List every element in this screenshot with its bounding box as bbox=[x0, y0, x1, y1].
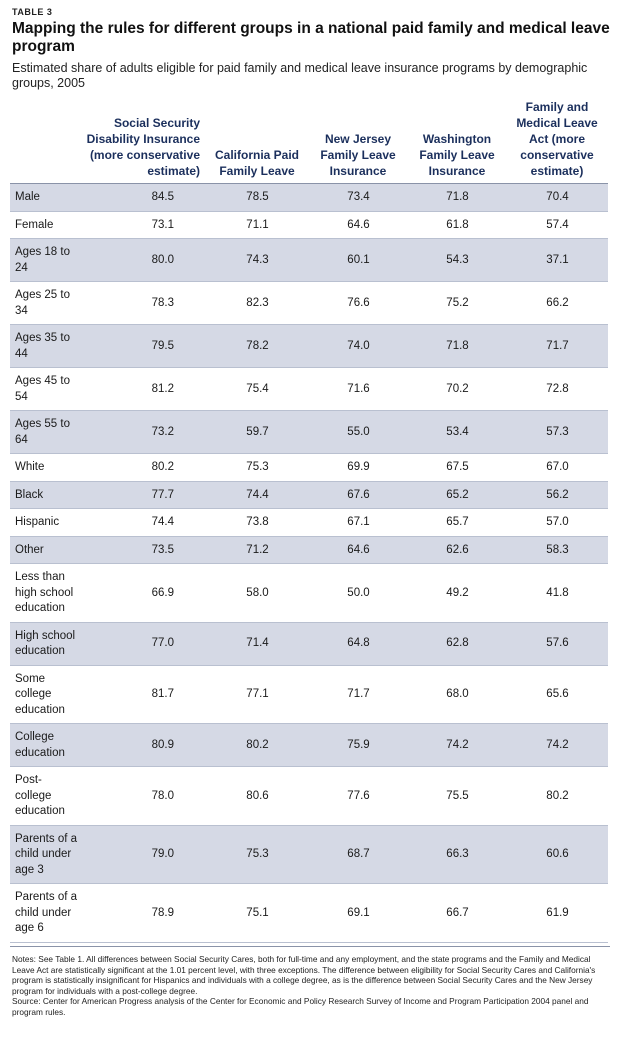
cell-value: 77.0 bbox=[151, 637, 174, 650]
cell-value: 75.2 bbox=[446, 296, 469, 309]
table-subtitle: Estimated share of adults eligible for paid family and medical leave insurance programs by demographic groups, 2005 bbox=[12, 61, 588, 90]
table-row bbox=[10, 239, 608, 282]
row-label: Other bbox=[15, 543, 44, 556]
row-label: White bbox=[15, 461, 45, 473]
header-california: California Paid Family Leave bbox=[214, 148, 300, 178]
table-row bbox=[10, 884, 608, 943]
cell-value: 80.2 bbox=[151, 461, 174, 473]
cell-value: 75.1 bbox=[246, 906, 269, 919]
cell-value: 61.9 bbox=[546, 906, 569, 919]
table-row bbox=[10, 724, 608, 767]
cell-value: 73.1 bbox=[151, 218, 174, 231]
cell-value: 68.7 bbox=[347, 848, 370, 860]
cell-value: 54.3 bbox=[446, 253, 469, 266]
source-text: Source: Center for American Progress analysis of the Center for Economic and Policy Research Survey of Income and Program Participation 2004 panel and program rules. bbox=[12, 996, 589, 1017]
cell-value: 71.1 bbox=[246, 218, 269, 231]
cell-value: 70.2 bbox=[446, 382, 469, 395]
row-label: Post-college education bbox=[15, 774, 65, 817]
table-row bbox=[10, 454, 608, 482]
table-row bbox=[10, 509, 608, 537]
cell-value: 80.2 bbox=[246, 738, 269, 751]
header-washington: Washington Family Leave Insurance bbox=[419, 132, 495, 178]
cell-value: 57.6 bbox=[546, 637, 569, 650]
table-number-label: TABLE 3 bbox=[12, 7, 53, 17]
row-label: Parents of a child under age 3 bbox=[15, 832, 78, 876]
table-row bbox=[10, 282, 608, 325]
notes-divider bbox=[10, 946, 610, 947]
row-label: Ages 45 to 54 bbox=[15, 375, 70, 403]
cell-value: 62.8 bbox=[446, 637, 469, 650]
header-ssdi: Social Security Disability Insurance (more conservative estimate) bbox=[86, 116, 200, 178]
cell-value: 69.1 bbox=[347, 906, 370, 919]
cell-value: 71.7 bbox=[347, 688, 370, 700]
cell-value: 69.9 bbox=[347, 461, 370, 473]
cell-value: 78.9 bbox=[151, 906, 174, 919]
cell-value: 61.8 bbox=[446, 218, 469, 231]
cell-value: 57.0 bbox=[546, 516, 569, 528]
row-label: Hispanic bbox=[15, 516, 60, 528]
cell-value: 50.0 bbox=[347, 586, 370, 599]
cell-value: 74.4 bbox=[246, 488, 269, 501]
cell-value: 65.7 bbox=[446, 516, 469, 528]
table-row bbox=[10, 184, 608, 212]
header-blank bbox=[10, 99, 82, 184]
cell-value: 71.4 bbox=[246, 637, 269, 650]
cell-value: 68.0 bbox=[446, 688, 469, 700]
row-label: Less than high school education bbox=[15, 571, 74, 614]
cell-value: 75.3 bbox=[246, 848, 269, 860]
cell-value: 74.2 bbox=[546, 738, 569, 751]
cell-value: 60.6 bbox=[546, 848, 569, 860]
cell-value: 66.2 bbox=[546, 296, 569, 309]
table-row bbox=[10, 825, 608, 884]
cell-value: 60.1 bbox=[347, 253, 370, 266]
cell-value: 57.3 bbox=[546, 425, 569, 438]
cell-value: 62.6 bbox=[446, 543, 469, 556]
cell-value: 75.3 bbox=[246, 461, 269, 473]
table-notes bbox=[12, 954, 612, 1018]
header-fmla: Family and Medical Leave Act (more conservative estimate) bbox=[516, 100, 598, 178]
header-new-jersey: New Jersey Family Leave Insurance bbox=[320, 132, 396, 178]
cell-value: 77.7 bbox=[151, 488, 174, 501]
table-row bbox=[10, 368, 608, 411]
cell-value: 64.6 bbox=[347, 543, 370, 556]
table-row bbox=[10, 325, 608, 368]
cell-value: 37.1 bbox=[546, 253, 569, 266]
table-row bbox=[10, 622, 608, 665]
header-row bbox=[10, 99, 608, 184]
cell-value: 79.0 bbox=[151, 848, 174, 860]
cell-value: 79.5 bbox=[151, 339, 174, 352]
cell-value: 72.8 bbox=[546, 382, 569, 395]
cell-value: 80.2 bbox=[546, 789, 569, 802]
cell-value: 53.4 bbox=[446, 425, 469, 438]
cell-value: 71.8 bbox=[446, 339, 469, 352]
row-label: Ages 55 to 64 bbox=[15, 418, 70, 446]
cell-value: 66.7 bbox=[446, 906, 469, 919]
cell-value: 67.1 bbox=[347, 516, 370, 528]
row-label: Female bbox=[15, 218, 54, 231]
cell-value: 78.3 bbox=[151, 296, 174, 309]
cell-value: 78.5 bbox=[246, 191, 269, 203]
table-row bbox=[10, 536, 608, 564]
cell-value: 73.5 bbox=[151, 543, 174, 556]
cell-value: 41.8 bbox=[546, 586, 569, 599]
cell-value: 71.8 bbox=[446, 191, 469, 203]
cell-value: 74.0 bbox=[347, 339, 370, 352]
cell-value: 74.2 bbox=[446, 738, 469, 751]
cell-value: 71.2 bbox=[246, 543, 269, 556]
cell-value: 73.4 bbox=[347, 191, 370, 203]
cell-value: 74.4 bbox=[151, 516, 174, 528]
row-label: High school education bbox=[15, 629, 76, 657]
row-label: Some college education bbox=[15, 672, 65, 716]
cell-value: 67.0 bbox=[546, 461, 569, 473]
cell-value: 81.2 bbox=[151, 382, 174, 395]
cell-value: 67.5 bbox=[446, 461, 469, 473]
table-row bbox=[10, 767, 608, 826]
cell-value: 84.5 bbox=[151, 191, 174, 203]
row-label: Ages 18 to 24 bbox=[15, 246, 70, 274]
cell-value: 80.0 bbox=[151, 253, 174, 266]
cell-value: 76.6 bbox=[347, 296, 370, 309]
cell-value: 64.6 bbox=[347, 218, 370, 231]
cell-value: 80.9 bbox=[151, 738, 174, 751]
eligibility-table bbox=[10, 99, 608, 943]
cell-value: 74.3 bbox=[246, 253, 269, 266]
cell-value: 67.6 bbox=[347, 488, 370, 501]
cell-value: 82.3 bbox=[246, 296, 269, 309]
cell-value: 81.7 bbox=[151, 688, 174, 700]
cell-value: 66.3 bbox=[446, 848, 469, 860]
cell-value: 64.8 bbox=[347, 637, 370, 650]
table-header bbox=[10, 99, 608, 184]
row-label: Ages 25 to 34 bbox=[15, 289, 70, 317]
row-label: College education bbox=[15, 731, 65, 759]
row-label: Black bbox=[15, 488, 44, 501]
cell-value: 77.6 bbox=[347, 789, 370, 802]
cell-value: 65.2 bbox=[446, 488, 469, 501]
table-row bbox=[10, 411, 608, 454]
cell-value: 57.4 bbox=[546, 218, 569, 231]
cell-value: 73.2 bbox=[151, 425, 174, 438]
cell-value: 58.0 bbox=[246, 586, 269, 599]
cell-value: 66.9 bbox=[151, 586, 174, 599]
cell-value: 71.7 bbox=[546, 339, 569, 352]
cell-value: 75.5 bbox=[446, 789, 469, 802]
cell-value: 73.8 bbox=[246, 516, 269, 528]
table-row bbox=[10, 211, 608, 239]
table-title: Mapping the rules for different groups in a national paid family and medical leave program bbox=[12, 20, 610, 55]
cell-value: 78.0 bbox=[151, 789, 174, 802]
table-body bbox=[10, 184, 608, 943]
cell-value: 75.9 bbox=[347, 738, 370, 751]
table-row bbox=[10, 564, 608, 623]
row-label: Male bbox=[15, 191, 40, 203]
cell-value: 65.6 bbox=[546, 688, 569, 700]
cell-value: 58.3 bbox=[546, 543, 569, 556]
cell-value: 75.4 bbox=[246, 382, 269, 395]
cell-value: 77.1 bbox=[246, 688, 269, 700]
cell-value: 80.6 bbox=[246, 789, 269, 802]
cell-value: 71.6 bbox=[347, 382, 370, 395]
row-label: Ages 35 to 44 bbox=[15, 332, 70, 360]
table-row bbox=[10, 665, 608, 724]
cell-value: 49.2 bbox=[446, 586, 469, 599]
cell-value: 56.2 bbox=[546, 488, 569, 501]
table-row bbox=[10, 481, 608, 509]
notes-text: Notes: See Table 1. All differences between Social Security Cares, both for full-time and any employment, and the state programs and the Family and Medical Leave Act are statistically significant at the 1.01 percent level, with three exceptions. The difference between eligibility for Social Security Cares and California's program is statistically insignificant for Hispanics and individuals with a college degree, as is the difference between Social Security Cares and the New Jersey program for individuals with a post-college degree. bbox=[12, 954, 596, 996]
cell-value: 78.2 bbox=[246, 339, 269, 352]
cell-value: 70.4 bbox=[546, 191, 569, 203]
cell-value: 55.0 bbox=[347, 425, 370, 438]
row-label: Parents of a child under age 6 bbox=[15, 891, 78, 934]
cell-value: 59.7 bbox=[246, 425, 269, 438]
